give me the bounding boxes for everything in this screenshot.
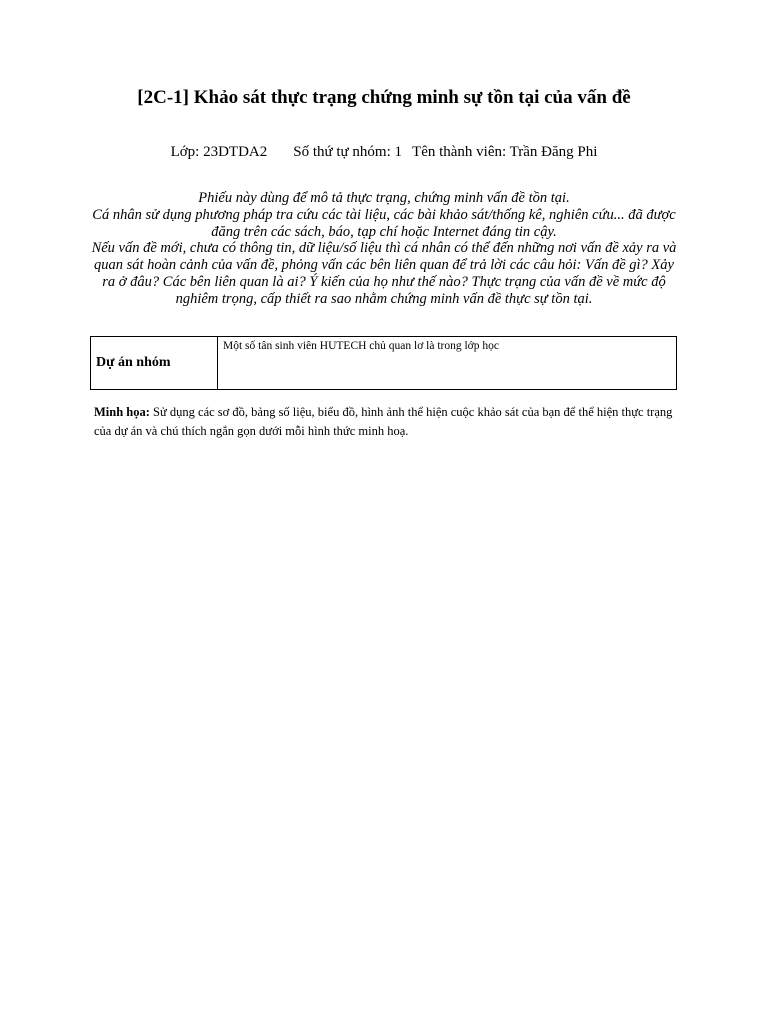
instruction-paragraph: Cá nhân sử dụng phương pháp tra cứu các tài liệu, các bài khảo sát/thống kê, nghiên cứu... đã được đăng trên các sách, báo, tạp chí hoặc Internet đáng tin cậy.	[92, 206, 676, 240]
illustration-label: Minh họa:	[94, 405, 150, 419]
instruction-paragraph: Nếu vấn đề mới, chưa có thông tin, dữ liệu/số liệu thì cá nhân có thể đến những nơi vấn đề xảy ra và quan sát hoàn cảnh của vấn đề, phỏng vấn các bên liên quan để trả lời các câu hỏi: Vấn đề gì? Xảy ra ở đâu? Các bên liên quan là ai? Ý kiến của họ như thế nào? Thực trạng của vấn đề về mức độ nghiêm trọng, cấp thiết ra sao nhằm chứng minh vấn đề thực sự tồn tại.	[91, 240, 677, 307]
class-label: Lớp: 23DTDA2	[170, 144, 268, 160]
meta-line	[0, 142, 768, 162]
page-title: [2C-1] Khảo sát thực trạng chứng minh sự tồn tại của vấn đề	[137, 87, 631, 108]
illustration-note	[94, 403, 684, 441]
project-table	[90, 336, 677, 390]
instructions-block	[86, 190, 682, 308]
instruction-paragraph: Phiếu này dùng để mô tả thực trạng, chứng minh vấn đề tồn tại.	[198, 190, 570, 206]
project-label-cell: Dự án nhóm	[91, 337, 218, 390]
member-name-label: Tên thành viên: Trần Đăng Phi	[412, 144, 598, 160]
illustration-text: Sử dụng các sơ đồ, bảng số liệu, biểu đồ, hình ảnh thể hiện cuộc khảo sát của bạn để thể hiện thực trạng của dự án và chú thích ngắn gọn dưới mỗi hình thức minh hoạ.	[94, 405, 673, 438]
project-value-cell: Một số tân sinh viên HUTECH chủ quan lơ là trong lớp học	[218, 337, 677, 390]
table-row	[91, 337, 677, 390]
group-number-label: Số thứ tự nhóm: 1	[293, 144, 403, 160]
